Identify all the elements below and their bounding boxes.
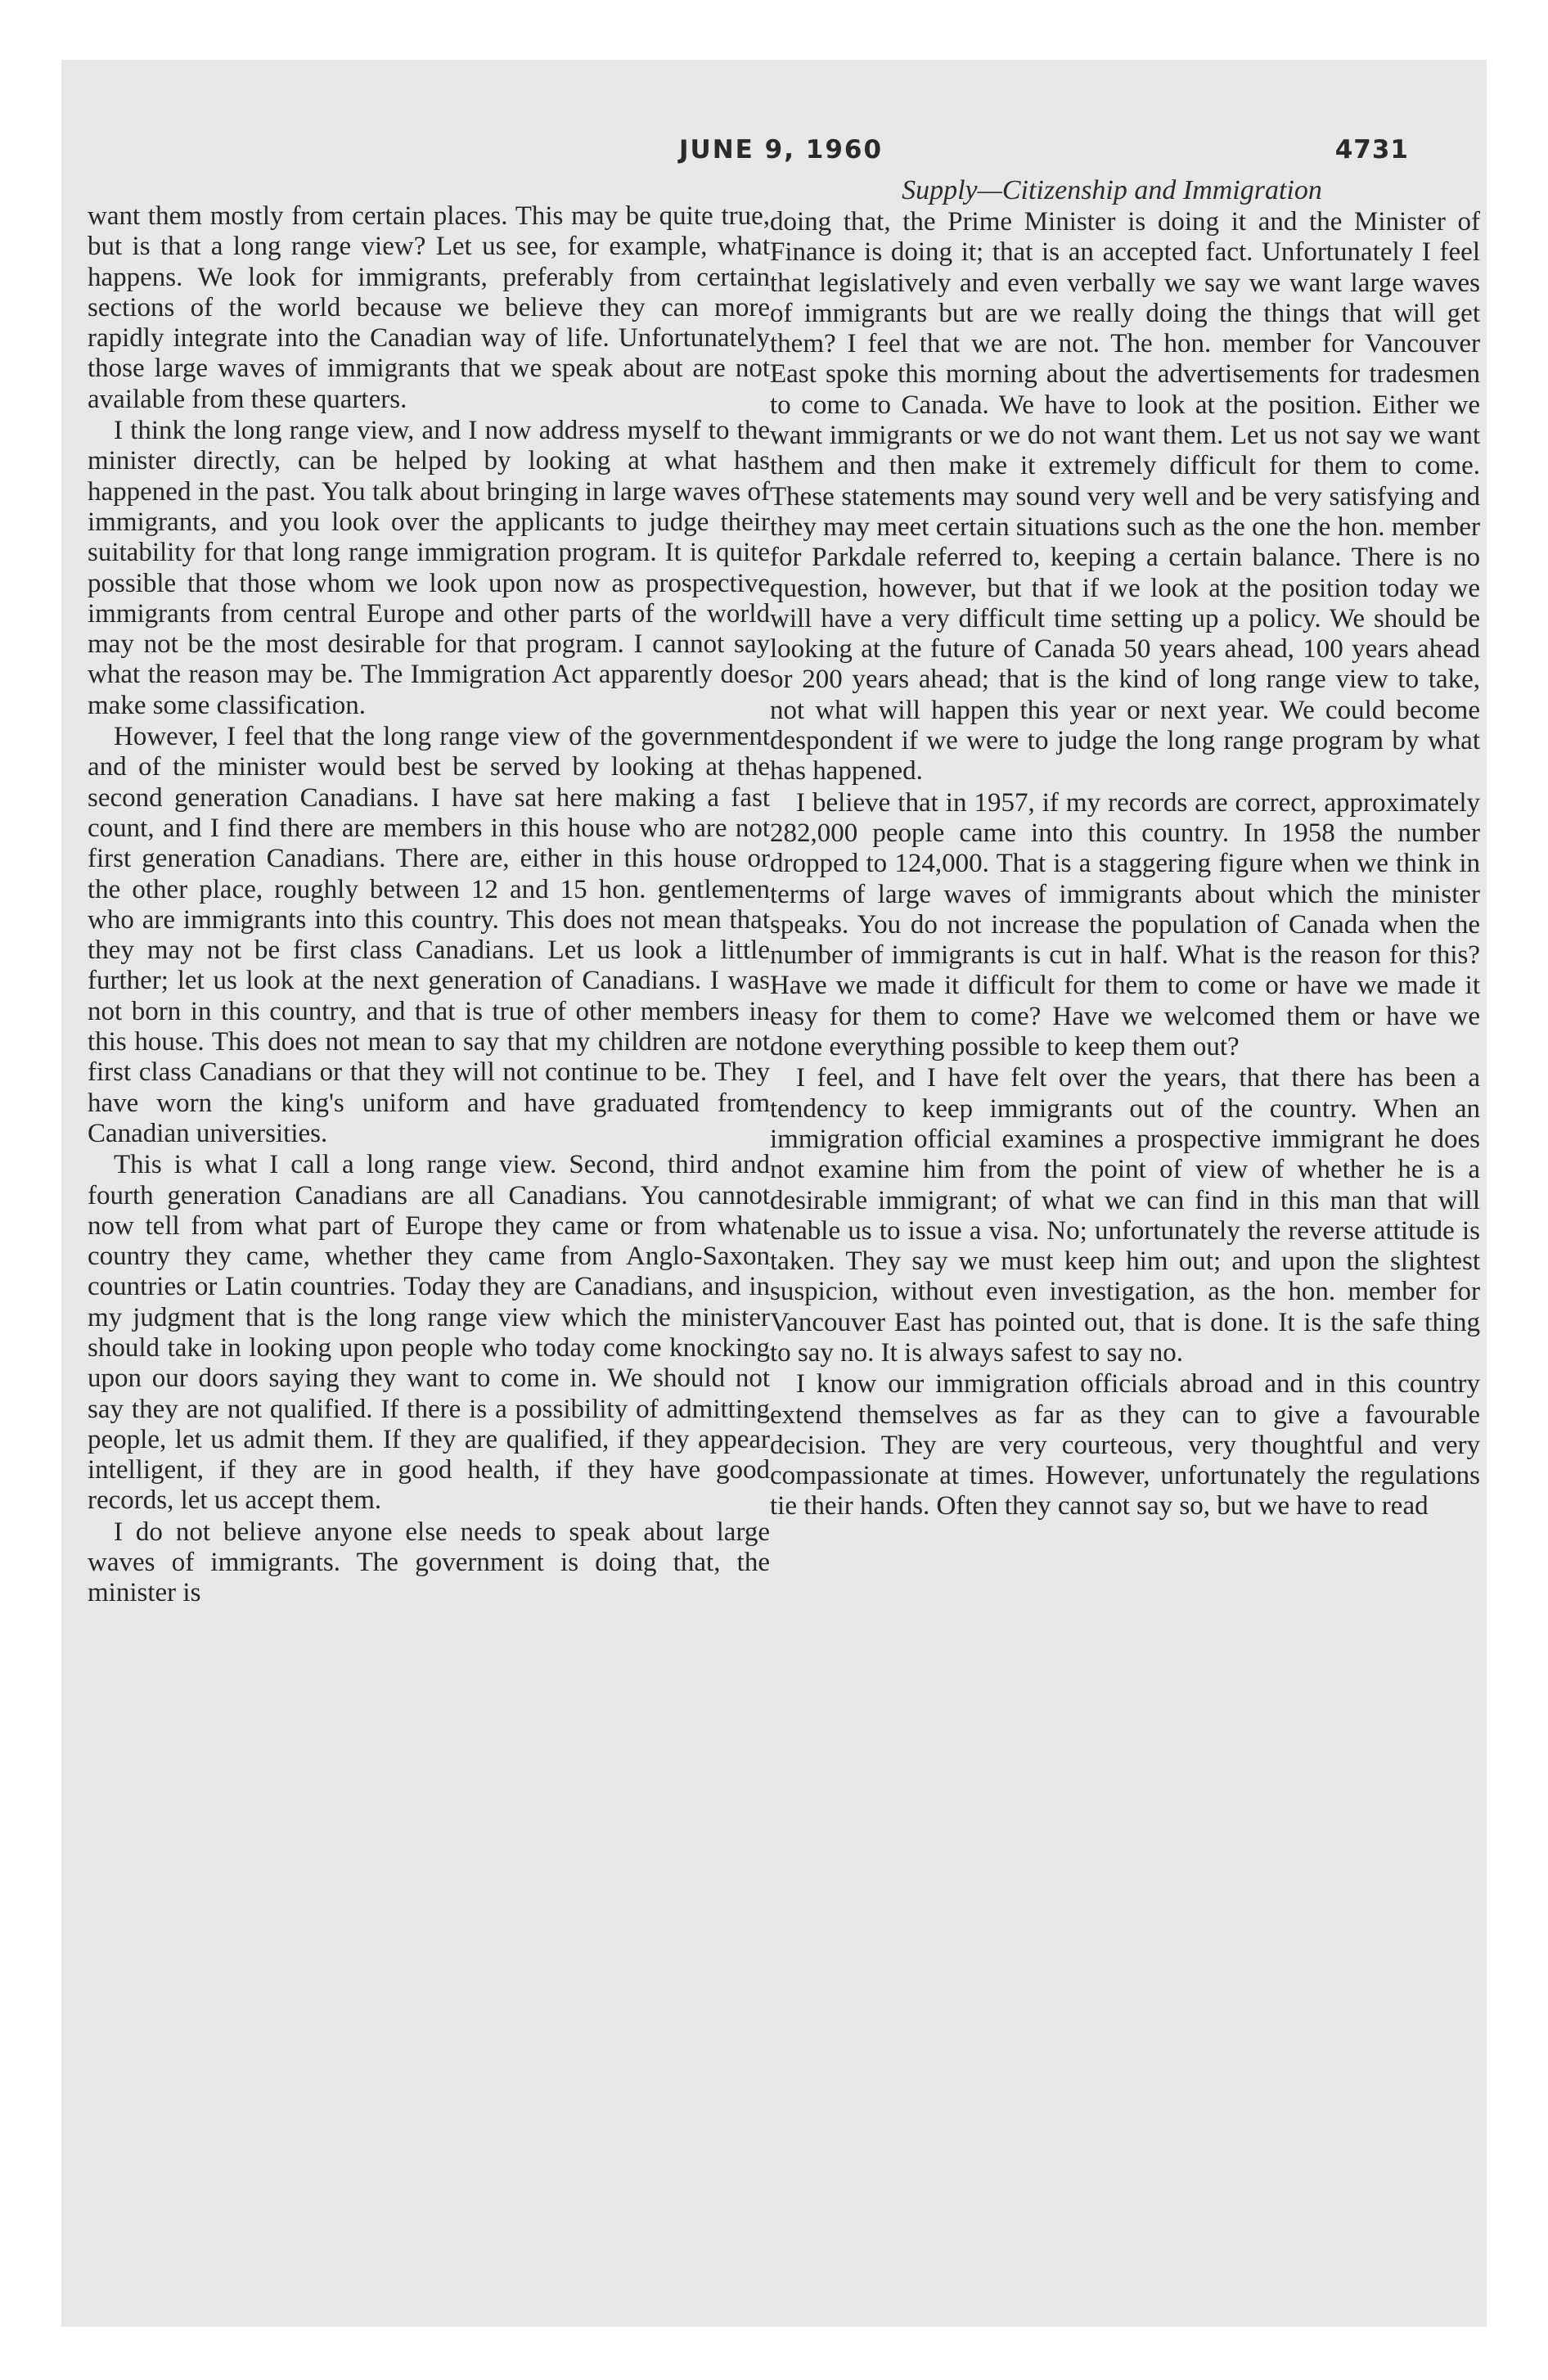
right-column — [770, 207, 1480, 1522]
right-paragraph-3: I feel, and I have felt over the years, that there has been a tendency to keep immigrants out of the country. When an immigration official examines a prospective immigrant he does not examine him from the point of view of whether he is a desirable immigrant; of what we can find in this man that will enable us to issue a visa. No; unfortunately the reverse attitude is taken. They say we must keep him out; and upon the slightest suspicion, without even investigation, as the hon. member for Vancouver East has pointed out, that is done. It is the safe thing to say no. It is always safest to say no. — [770, 1063, 1480, 1368]
left-paragraph-1: want them mostly from certain places. This may be quite true, but is that a long range view? Let us see, for example, what happens. We look for immigrants, preferably from certain sections of the world because we believe they can more rapidly integrate into the Canadian way of life. Unfortunately those large waves of immigrants that we speak about are not available from these quarters. — [88, 201, 770, 414]
right-paragraph-1: doing that, the Prime Minister is doing it and the Minister of Finance is doing it; that is an accepted fact. Unfortunately I feel that legislatively and even verbally we say we want large waves of immigrants but are we really doing the things that will get them? I feel that we are not. The hon. member for Vancouver East spoke this morning about the advertisements for tradesmen to come to Canada. We have to look at the position. Either we want immigrants or we do not want them. Let us not say we want them and then make it extremely difficult for them to come. These statements may sound very well and be very satisfying and they may meet certain situations such as the one the hon. member for Parkdale referred to, keeping a certain balance. There is no question, however, but that if we look at the position today we will have a very difficult time setting up a policy. We should be looking at the future of Canada 50 years ahead, 100 years ahead or 200 years ahead; that is the kind of long range view to take, not what will happen this year or next year. We could become despondent if we were to judge the long range program by what has happened. — [770, 207, 1480, 787]
left-paragraph-2: I think the long range view, and I now address myself to the minister directly, can be helped by looking at what has happened in the past. You talk about bringing in large waves of immigrants, and you look over the applicants to judge their suitability for that long range immigration program. It is quite possible that those whom we look upon now as prospective immigrants from central Europe and other parts of the world may not be the most desirable for that program. I cannot say what the reason may be. The Immigration Act apparently does make some classification. — [88, 416, 770, 720]
right-paragraph-2: I believe that in 1957, if my records are correct, approximately 282,000 people came into this country. In 1958 the number dropped to 124,000. That is a staggering figure when we think in terms of large waves of immigrants about which the minister speaks. You do not increase the population of Canada when the number of immigrants is cut in half. What is the reason for this? Have we made it difficult for them to come or have we made it easy for them to come? Have we welcomed them or have we done everything possible to keep them out? — [770, 787, 1480, 1062]
right-paragraph-4: I know our immigration officials abroad and in this country extend themselves as far as they can to give a favourable decision. They are very courteous, very thoughtful and very compassionate at times. However, unfortunately the regulations tie their hands. Often they cannot say so, but we have to read — [770, 1369, 1480, 1521]
left-paragraph-3: However, I feel that the long range view of the government and of the minister would best be served by looking at the second generation Canadians. I have sat here making a fast count, and I find there are members in this house who are not first generation Canadians. There are, either in this house or the other place, roughly between 12 and 15 hon. gentlemen who are immigrants into this country. This does not mean that they may not be first class Canadians. Let us look a little further; let us look at the next generation of Canadians. I was not born in this country, and that is true of other members in this house. This does not mean to say that my children are not first class Canadians or that they will not continue to be. They have worn the king's uniform and have graduated from Canadian universities. — [88, 722, 770, 1148]
left-paragraph-5: I do not believe anyone else needs to speak about large waves of immigrants. The government is doing that, the minister is — [88, 1517, 770, 1608]
running-head: Supply—Citizenship and Immigration — [902, 175, 1322, 205]
left-paragraph-4: This is what I call a long range view. Second, third and fourth generation Canadians are all Canadians. You cannot now tell from what part of Europe they came or from what country they came, whether they came from Anglo-Saxon countries or Latin countries. Today they are Canadians, and in my judgment that is the long range view which the minister should take in looking upon people who today come knocking upon our doors saying they want to come in. We should not say they are not qualified. If there is a possibility of admitting people, let us admit them. If they are qualified, if they appear intelligent, if they are in good health, if they have good records, let us accept them. — [88, 1150, 770, 1516]
page-number: 4731 — [1334, 135, 1409, 165]
header-date: JUNE 9, 1960 — [679, 135, 884, 165]
left-column — [88, 201, 770, 1609]
hansard-page — [61, 60, 1487, 2327]
page-header — [61, 135, 1487, 176]
